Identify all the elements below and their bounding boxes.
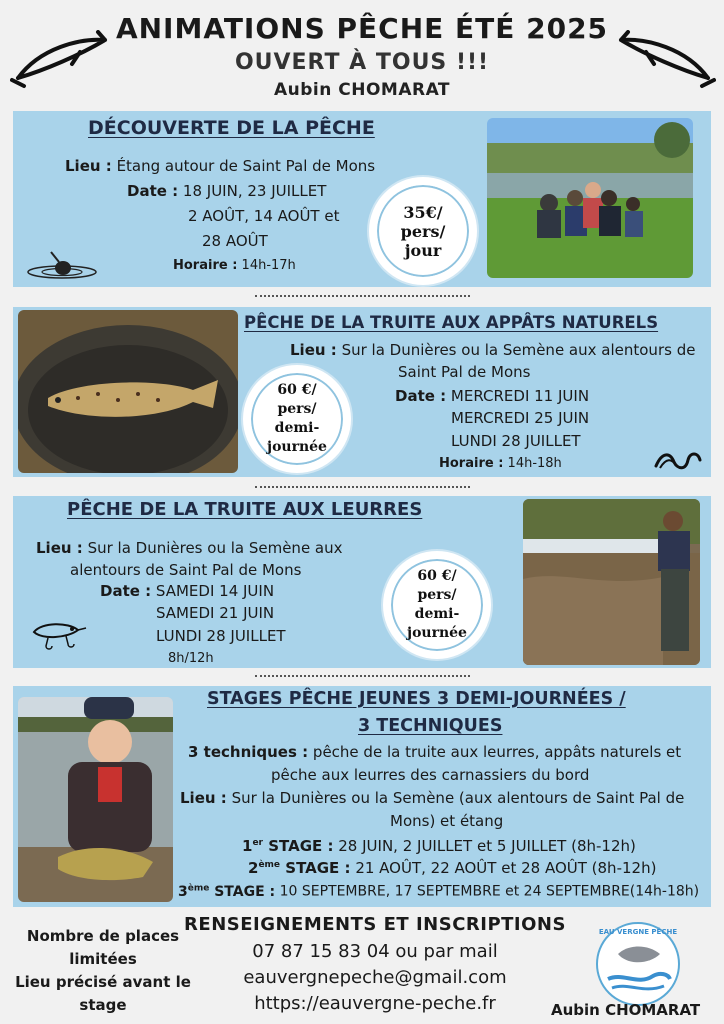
float-icon [25,250,100,280]
page-subtitle: OUVERT À TOUS !!! [234,50,490,75]
section3-date-line3: LUNDI 28 JUILLET [156,627,286,645]
note-line: Lieu précisé avant le [15,973,191,991]
section2-lieu-line2: Saint Pal de Mons [398,363,531,381]
section1-date-line3: 28 AOÛT [202,232,268,250]
section3-title: PÊCHE DE LA TRUITE AUX LEURRES [67,499,423,520]
techniques-value: pêche de la truite aux leurres, appâts naturels et [312,743,682,761]
price-line: pers/ [417,587,457,603]
stage-dates: 21 AOÛT, 22 AOÛT et 28 AOÛT (8h-12h) [355,859,657,877]
section2-date [395,385,589,407]
section1-date [127,180,326,202]
separator [255,675,470,677]
lieu-value: Étang autour de Saint Pal de Mons [116,157,376,175]
section2-lieu [290,339,695,361]
price-line: journée [267,439,327,455]
stage-dates: 28 JUIN, 2 JUILLET et 5 JUILLET (8h-12h) [338,837,636,855]
note-line: stage [79,996,127,1014]
lieu-label: Lieu : [36,539,83,557]
price-line: demi- [274,420,320,436]
section1-lieu [65,155,375,177]
section2-horaire [439,453,562,475]
horaire-value: 14h-17h [241,258,296,273]
section3-horaire: 8h/12h [168,651,214,666]
date-value: 18 JUIN, 23 JUILLET [182,182,327,200]
section3-lieu-line2: alentours de Saint Pal de Mons [70,561,302,579]
section4-title-line2: 3 TECHNIQUES [358,716,503,736]
photo-trout-net [18,310,238,473]
section1-horaire [173,255,296,277]
lieu-value: Sur la Dunières ou la Semène aux [87,539,343,557]
lieu-label: Lieu : [290,341,337,359]
section4-lieu [180,787,684,809]
price-badge-section3 [388,556,486,654]
stage-number: 3 [178,883,188,900]
stage-label: STAGE : [268,837,334,855]
horaire-value: 14h-18h [507,456,562,471]
price-badge-section2 [248,370,346,468]
price-line: pers/ [277,401,317,417]
lieu-label: Lieu : [180,789,227,807]
lieu-value: Sur la Dunières ou la Semène aux alentours de [341,341,696,359]
stage-dates: 10 SEPTEMBRE, 17 SEPTEMBRE et 24 SEPTEMBRE(14h-18h) [279,883,700,900]
horaire-label: Horaire : [173,258,238,273]
page-title: ANIMATIONS PÊCHE ÉTÉ 2025 [115,12,609,45]
section2-date-line3: LUNDI 28 JUILLET [451,432,581,450]
price-line: 60 €/ [417,568,457,584]
price-badge-section1 [374,182,472,280]
date-value: MERCREDI 11 JUIN [450,387,590,405]
note-line: Nombre de places [26,927,180,945]
techniques-label: 3 techniques : [188,743,309,761]
footer-notes [8,925,198,1017]
price-line: jour [404,240,442,260]
price-line: demi- [414,606,460,622]
contact-title: RENSEIGNEMENTS ET INSCRIPTIONS [184,914,566,935]
logo-text: EAU VERGNE PÊCHE [598,928,678,936]
horaire-label: Horaire : [439,456,504,471]
stage-suffix: ème [258,860,281,870]
eauvergne-peche-logo [596,922,680,1006]
separator [255,486,470,488]
contact-email[interactable]: eauvergnepeche@gmail.com [243,967,507,988]
price-line: 35€/ [403,202,443,222]
stage-number: 2 [248,859,259,877]
worm-icon [652,448,704,472]
price-line: 60 €/ [277,382,317,398]
section3-date-line2: SAMEDI 21 JUIN [156,604,275,622]
stage-2 [248,854,656,879]
stage-suffix: ème [187,883,210,893]
section1-title: DÉCOUVERTE DE LA PÊCHE [88,117,375,139]
header-author: Aubin CHOMARAT [273,80,451,100]
lieu-label: Lieu : [65,157,112,175]
contact-website[interactable]: https://eauvergne-peche.fr [254,993,496,1014]
lieu-value: Sur la Dunières ou la Semène (aux alentours de Saint Pal de [231,789,685,807]
stage-label: STAGE : [214,883,276,900]
stage-suffix: er [252,838,263,848]
contact-phone[interactable]: 07 87 15 83 04 ou par mail [252,941,498,962]
section2-date-line2: MERCREDI 25 JUIN [451,409,590,427]
date-value: SAMEDI 14 JUIN [155,582,275,600]
lure-icon [28,618,90,652]
separator [255,295,470,297]
photo-kid-fish [18,697,173,902]
stage-number: 1 [242,837,253,855]
section4-title-line1: STAGES PÊCHE JEUNES 3 DEMI-JOURNÉES / [207,689,626,709]
photo-group-fishing [487,118,693,278]
date-label: Date : [127,182,179,200]
price-line: journée [407,625,467,641]
section2-title: PÊCHE DE LA TRUITE AUX APPÂTS NATURELS [244,313,659,332]
stage-label: STAGE : [285,859,351,877]
footer-author: Aubin CHOMARAT [551,1001,701,1019]
stage-3 [178,877,699,903]
date-label: Date : [395,387,447,405]
note-line: limitées [69,950,137,968]
photo-river-wader [523,499,700,665]
section3-date [100,580,274,602]
section4-techniques [188,741,681,763]
date-label: Date : [100,582,152,600]
section3-lieu [36,537,343,559]
section4-techniques-line2: pêche aux leurres des carnassiers du bord [271,766,590,784]
section1-date-line2: 2 AOÛT, 14 AOÛT et [188,207,340,225]
price-line: pers/ [400,221,446,241]
section4-lieu-line2: Mons) et étang [390,812,504,830]
